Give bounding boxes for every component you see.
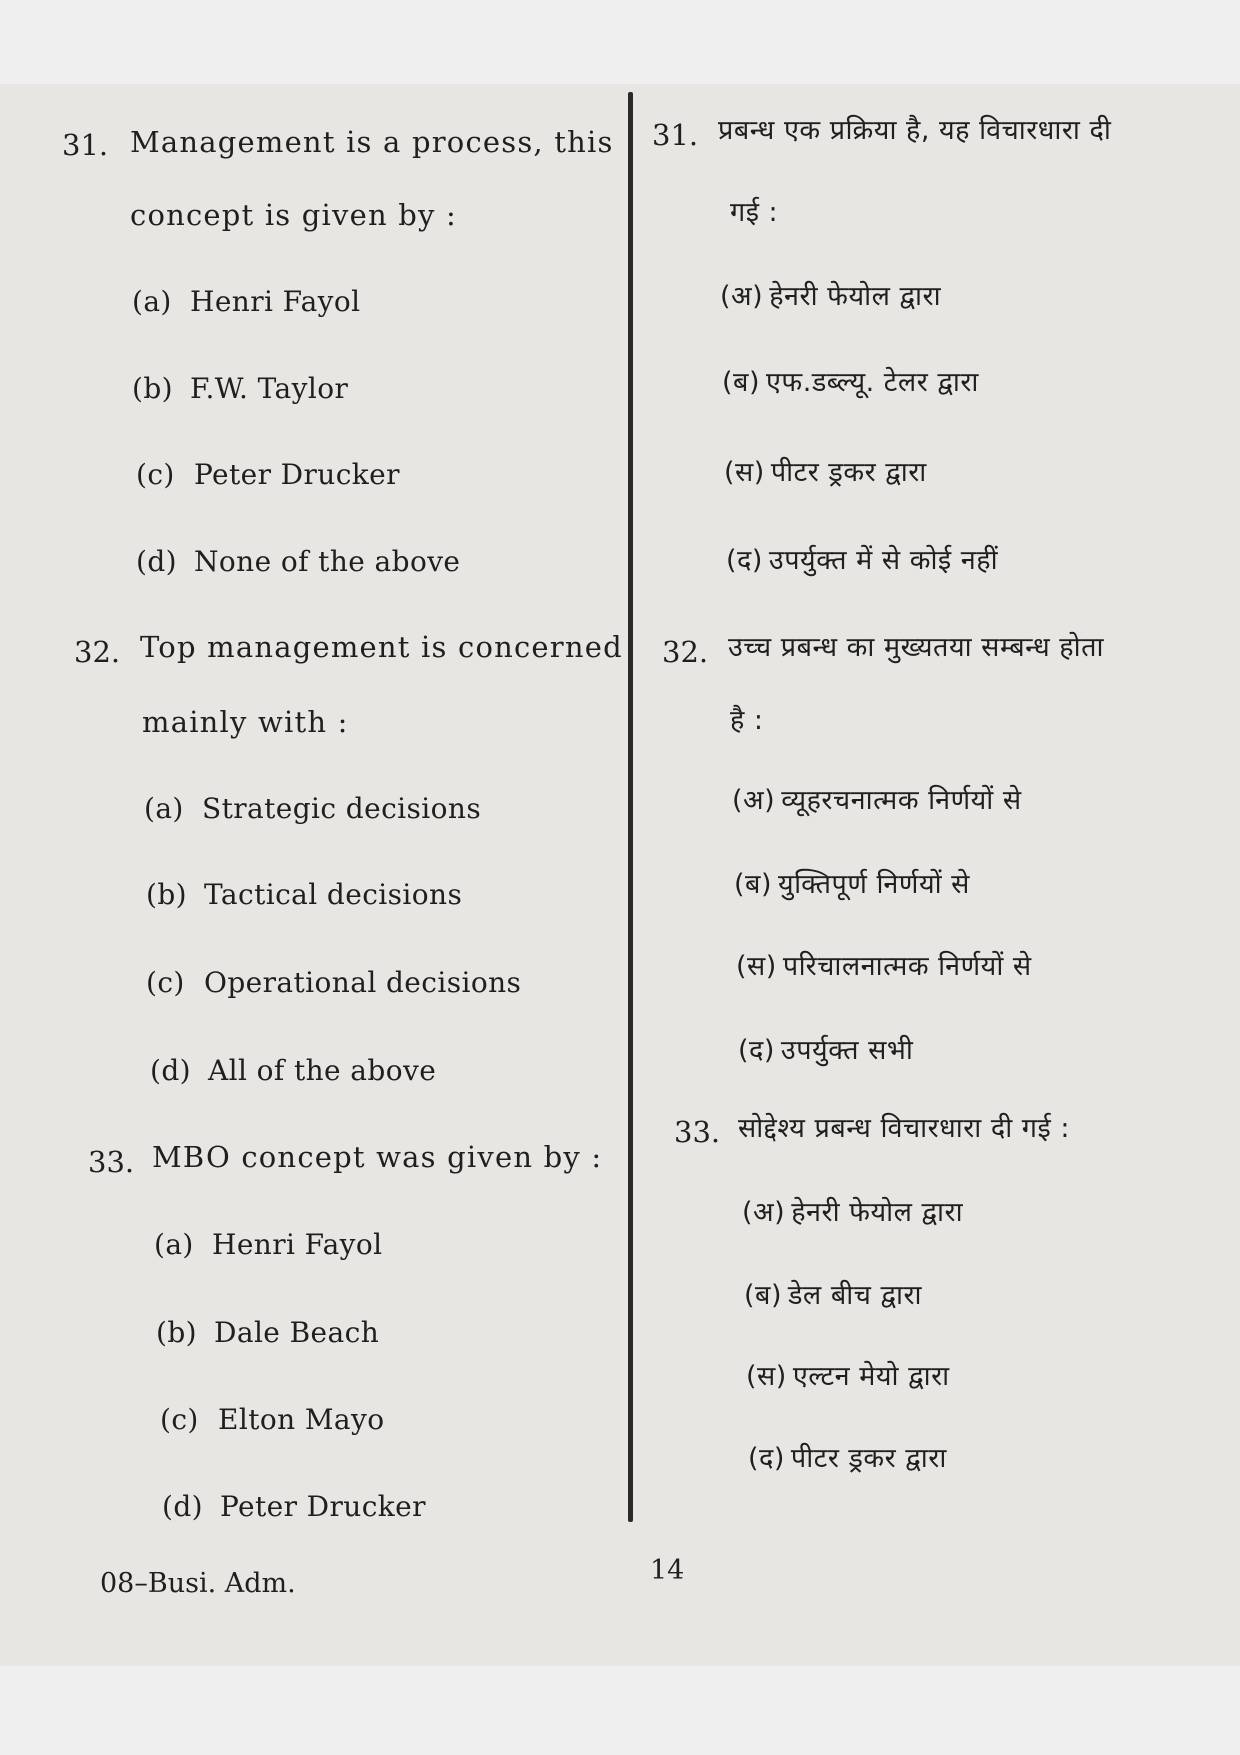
question-31-en-line-2: concept is given by : — [130, 198, 458, 232]
option-33-en-c: (c) Elton Mayo — [160, 1403, 385, 1436]
column-divider — [628, 92, 633, 1522]
option-33-en-a: (a) Henri Fayol — [154, 1228, 383, 1261]
question-32-hi-line-1: उच्च प्रबन्ध का मुख्यतया सम्बन्ध होता — [728, 632, 1105, 663]
question-31-hi-line-2: गई : — [730, 197, 779, 228]
page-number: 14 — [650, 1555, 685, 1586]
option-31-en-d: (d) None of the above — [136, 545, 461, 578]
option-31-hi-d: (द) उपर्युक्त में से कोई नहीं — [726, 545, 999, 576]
question-33-en-line-1: MBO concept was given by : — [152, 1140, 603, 1174]
question-number-32-en: 32. — [74, 635, 121, 669]
option-32-hi-d: (द) उपर्युक्त सभी — [738, 1035, 914, 1066]
option-32-hi-b: (ब) युक्तिपूर्ण निर्णयों से — [734, 869, 970, 900]
question-33-hi-line-1: सोद्देश्य प्रबन्ध विचारधारा दी गई : — [738, 1113, 1070, 1144]
question-number-31-en: 31. — [62, 128, 109, 162]
paper-code: 08–Busi. Adm. — [100, 1568, 296, 1599]
question-number-32-hi: 32. — [662, 635, 709, 669]
option-32-en-b: (b) Tactical decisions — [146, 878, 463, 911]
option-31-en-c: (c) Peter Drucker — [136, 458, 400, 491]
option-33-hi-d: (द) पीटर ड्रकर द्वारा — [748, 1443, 947, 1474]
option-31-hi-c: (स) पीटर ड्रकर द्वारा — [724, 457, 927, 488]
option-33-en-b: (b) Dale Beach — [156, 1316, 380, 1349]
option-33-en-d: (d) Peter Drucker — [162, 1490, 426, 1523]
question-32-en-line-1: Top management is concerned — [140, 630, 623, 664]
option-32-en-a: (a) Strategic decisions — [144, 792, 482, 825]
question-number-33-en: 33. — [88, 1145, 135, 1179]
option-31-hi-a: (अ) हेनरी फेयोल द्वारा — [720, 281, 942, 312]
question-32-en-line-2: mainly with : — [142, 705, 349, 739]
question-31-hi-line-1: प्रबन्ध एक प्रक्रिया है, यह विचारधारा दी — [718, 115, 1112, 146]
question-number-33-hi: 33. — [674, 1115, 721, 1149]
option-33-hi-c: (स) एल्टन मेयो द्वारा — [746, 1361, 950, 1392]
option-32-hi-c: (स) परिचालनात्मक निर्णयों से — [736, 951, 1032, 982]
question-31-en-line-1: Management is a process, this — [130, 125, 614, 159]
question-number-31-hi: 31. — [652, 118, 699, 152]
question-32-hi-line-2: है : — [730, 705, 764, 736]
option-32-en-d: (d) All of the above — [150, 1054, 437, 1087]
option-32-hi-a: (अ) व्यूहरचनात्मक निर्णयों से — [732, 785, 1022, 816]
option-33-hi-b: (ब) डेल बीच द्वारा — [744, 1280, 923, 1311]
option-31-en-b: (b) F.W. Taylor — [132, 372, 349, 405]
option-31-en-a: (a) Henri Fayol — [132, 285, 361, 318]
option-33-hi-a: (अ) हेनरी फेयोल द्वारा — [742, 1197, 964, 1228]
option-32-en-c: (c) Operational decisions — [146, 966, 522, 999]
option-31-hi-b: (ब) एफ.डब्ल्यू. टेलर द्वारा — [722, 367, 979, 398]
